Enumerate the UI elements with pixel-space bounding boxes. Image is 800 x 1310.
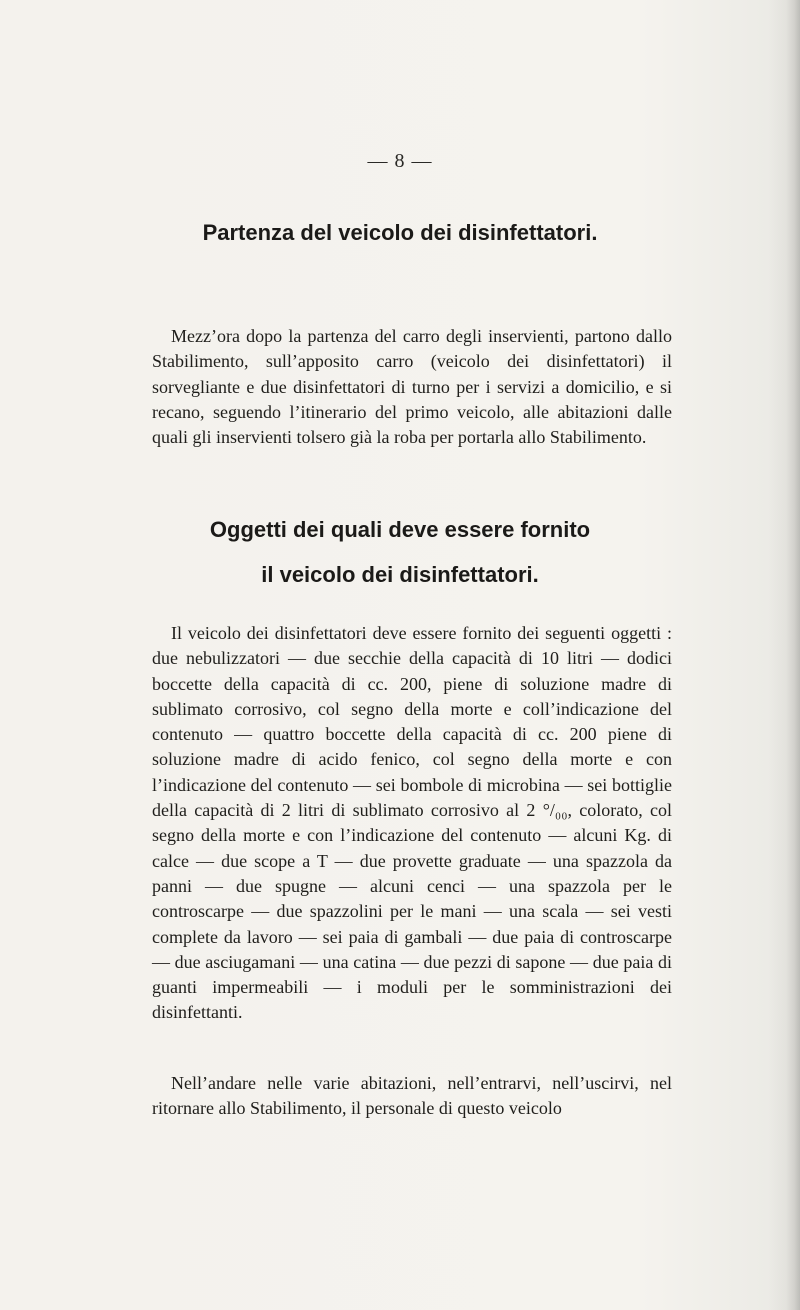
section-title-oggetti-line2: il veicolo dei disinfettatori.	[261, 562, 539, 587]
page-edge-shadow	[786, 0, 800, 1310]
section-title-oggetti-line1: Oggetti dei quali deve essere fornito	[209, 517, 591, 542]
section-title-partenza: Partenza del veicolo dei disinfettatori.	[202, 220, 598, 245]
page-number: — 8 —	[367, 150, 433, 172]
paragraph-partenza: Mezz’ora dopo la partenza del carro degli inservienti, partono dallo Stabilimento, sull’apposito carro (veicolo dei disinfettatori) il sorvegliante e due disinfettatori di turno per i servizi a domicilio, e si recano, seguendo l’itinerario del primo veicolo, alle abitazioni dalle quali gli inservienti tolsero già la roba per portarla allo Stabilimento.	[152, 326, 672, 448]
paragraph-oggetti-list: Il veicolo dei disinfettatori deve essere fornito dei seguenti oggetti : due nebulizzatori — due secchie della capacità di 10 litri — dodici boccette della capacità di cc. 200, piene di soluzione madre di sublimato corrosivo, col segno della morte e coll’indicazione del contenuto — quattro boccette della capacità di cc. 200 piene di soluzione madre di acido fenico, col segno della morte e con l’indicazione del contenuto — sei bombole di microbina — sei bottiglie della capacità di 2 litri di sublimato corrosivo al 2 °/₀₀, colorato, col segno della morte e con l’indicazione del contenuto — alcuni Kg. di calce — due scope a T — due provette graduate — una spazzola da panni — due spugne — alcuni cenci — una spazzola per le controscarpe — due spazzolini per le mani — una scala — sei vesti complete da lavoro — sei paia di gambali — due paia di controscarpe — due asciugamani — una catina — due pezzi di sapone — due paia di guanti impermeabili — i moduli per le somministrazioni dei disinfettanti.	[152, 623, 672, 1023]
paragraph-personale: Nell’andare nelle varie abitazioni, nell’entrarvi, nell’uscirvi, nel ritornare allo Stabilimento, il personale di questo veicolo	[152, 1073, 672, 1119]
